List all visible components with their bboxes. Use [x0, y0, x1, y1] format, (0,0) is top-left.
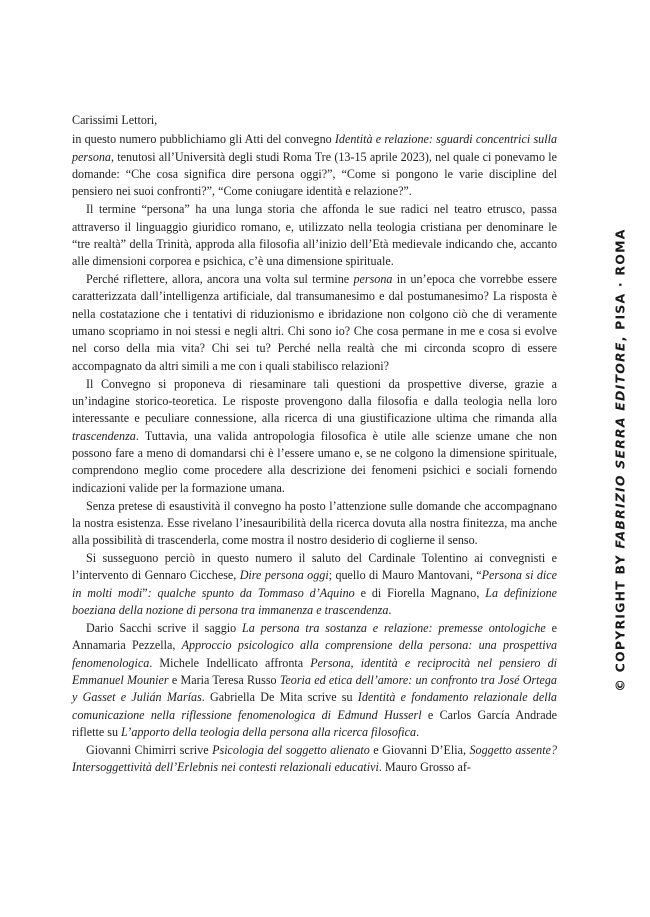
italic-segment: persona — [353, 272, 393, 287]
text-segment: . Gabriella De Mita scrive su — [201, 690, 358, 705]
copyright-publisher: FABRIZIO SERRA EDITORE — [612, 341, 628, 549]
italic-segment: La definizione boeziana della nozione di persona tra immanenza e trascendenza — [72, 585, 557, 618]
text-segment: . Michele Indellicato affronta — [149, 655, 311, 670]
italic-segment: Persona si dice in molti modi — [72, 568, 557, 600]
italic-segment: Soggetto assente? Intersoggettività dell’Erlebnis nei contesti relazionali educativi — [72, 742, 557, 775]
copyright-prefix: © COPYRIGHT BY — [612, 548, 628, 692]
text-segment: Si susseguono perciò in questo numero il saluto del Cardinale Tolentino ai convegnisti e l’intervento di Gennaro Cicchese, — [72, 551, 557, 583]
editorial-body — [72, 131, 557, 776]
copyright-suffix: , PISA · ROMA — [612, 228, 628, 342]
text-segment: e Giovanni D’Elia, — [369, 742, 470, 757]
text-segment: Il termine “persona” ha una lunga storia che affonda le sue radici nel teatro etrusco, passa attraverso il linguaggio giuridico romano, e, utilizzato nella teologia cristiana per denominare le “tre realtà” della Trinità, approda alla filosofia all’inizio dell’Età medievale indicando che, accanto alle dimensioni corporea e psichica, c’è una dimensione spirituale. — [72, 202, 557, 269]
salutation: Carissimi Lettori, — [72, 113, 158, 127]
text-segment: . — [388, 603, 392, 618]
paragraph — [72, 376, 557, 497]
text-segment: , tenutosi all’Università degli studi Roma Tre (13-15 aprile 2023), nel quale ci ponevamo le domande: “Che cosa significa dire persona oggi?”, “Come si pongono le varie discipline del pensiero nei suoi confronti?”, “Come coniugare identità e relazione?”. — [72, 149, 557, 199]
text-segment: ” — [142, 585, 148, 600]
text-segment: e Annamaria Pezzella, — [72, 620, 557, 653]
text-segment: Dario Sacchi scrive il saggio — [86, 620, 242, 635]
italic-segment: La persona tra sostanza e relazione: premesse ontologiche — [242, 620, 546, 635]
italic-segment: Identità e relazione: sguardi concentrici sulla persona — [72, 132, 557, 164]
italic-segment: trascendenza — [72, 428, 136, 443]
text-segment: Il Convegno si proponeva di riesaminare tali questioni da prospettive diverse, grazie a un’indagine storico-teoretica. Le risposte provengono dalla filosofia e dalla teologia nella loro interessante e peculiare connessione, alla ricerca di una giustificazione ultima che rimanda alla — [72, 376, 557, 426]
italic-segment: Persona, identità e reciprocità nel pensiero di Emmanuel Mounier — [72, 655, 557, 687]
text-segment: e di Fiorella Magnano, — [354, 585, 486, 600]
paragraph — [72, 271, 557, 375]
text-segment: ; quello di Mauro Mantovani, “ — [328, 568, 482, 583]
text-segment: Perché riflettere, allora, ancora una volta sul termine — [86, 272, 354, 287]
italic-segment: Approccio psicologico alla comprensione della persona: una prospettiva fenomenologica — [72, 638, 557, 670]
paragraph — [72, 742, 557, 777]
text-segment: . — [416, 725, 420, 740]
text-segment: in questo numero pubblichiamo gli Atti del convegno — [72, 132, 335, 147]
editorial-text — [72, 112, 557, 777]
copyright-notice — [613, 228, 628, 691]
text-segment: in un’epoca che vorrebbe essere caratterizzata dall’intelligenza artificiale, dal transumanesimo e dal postumanesimo? La risposta è nella costatazione che i tentativi di riduzionismo e ibridazione non colgono ciò che di veramente umano scopriamo in noi stessi e negli altri. Chi sono io? Che cosa permane in me e cosa si evolve nel corso della mia vita? Chi sei tu? Perché nella realtà che mi circonda scopro di essere accompagnato da altri simili a me con i quali stabilisco relazioni? — [72, 272, 557, 373]
paragraph — [72, 131, 557, 200]
text-segment: Senza pretese di esaustività il convegno ha posto l’attenzione sulle domande che accompagnano la nostra esistenza. Esse rivelano l’inesauribilità della ricerca dovuta alla nostra finitezza, ma anche alla possibilità di trascenderla, come mostra il nostro desiderio di coglierne il senso. — [72, 498, 557, 548]
paragraph — [72, 201, 557, 270]
italic-segment: Identità e fondamento relazionale della comunicazione nella riflessione fenomenologica di Edmund Husserl — [72, 690, 557, 722]
text-segment: e Carlos García Andrade riflette su — [72, 707, 557, 740]
paragraph — [72, 620, 557, 741]
text-segment: . Tuttavia, una valida antropologia filosofica è utile alle scienze umane che non possono fare a meno di domandarsi chi è l’essere umano e, se ne colgono la dimensione spirituale, comprendono meglio come procedere alla descrizione dei fenomeni psichici e sociali fornendo indicazioni valide per la formazione umana. — [72, 428, 557, 495]
italic-segment: Psicologia del soggetto alienato — [212, 742, 370, 757]
italic-segment: Dire persona oggi — [239, 568, 329, 583]
italic-segment: L’apporto della teologia della persona alla ricerca filosofica — [121, 725, 417, 740]
text-segment: Giovanni Chimirri scrive — [86, 742, 213, 757]
paragraph — [72, 550, 557, 619]
text-segment: e Maria Teresa Russo — [168, 673, 280, 687]
italic-segment: : qualche spunto da Tommaso d’Aquino — [147, 585, 355, 600]
text-segment: . Mauro Grosso af- — [378, 760, 471, 775]
paragraph — [72, 498, 557, 550]
italic-segment: Teoria ed etica dell’amore: un confronto tra José Ortega y Gasset e Julián Marías — [72, 673, 557, 705]
